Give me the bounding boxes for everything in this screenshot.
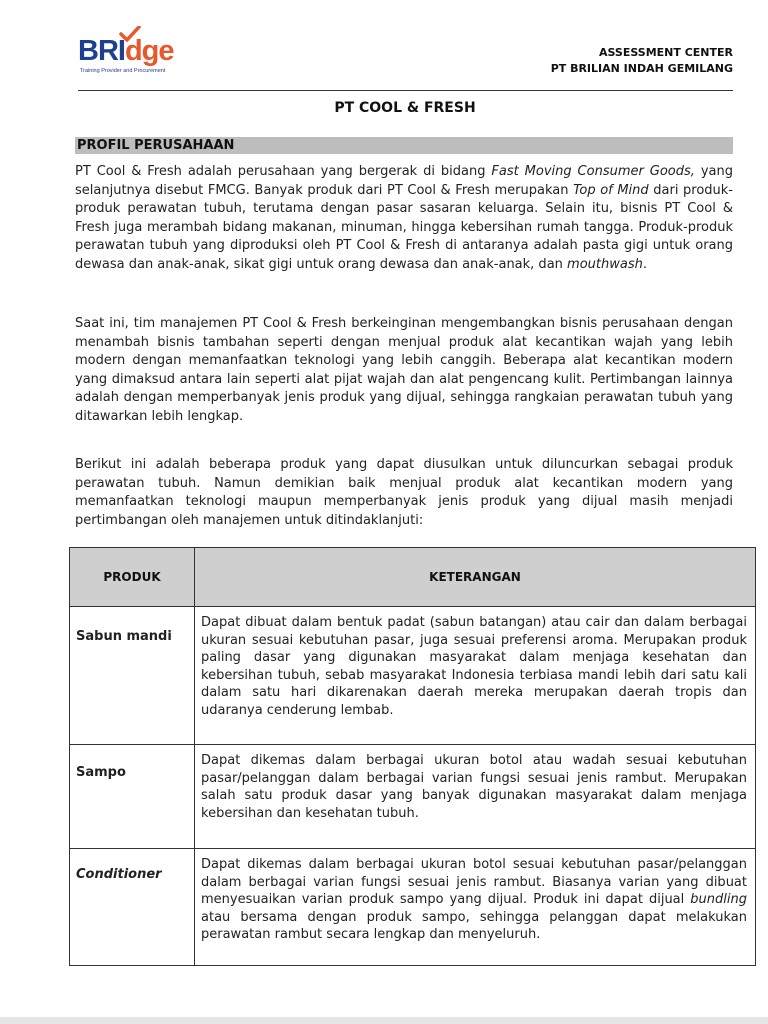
header-line-2: PT BRILIAN INDAH GEMILANG — [550, 62, 733, 75]
section-heading: PROFIL PERUSAHAAN — [75, 137, 733, 154]
product-name: Conditioner — [70, 849, 195, 966]
product-description: Dapat dikemas dalam berbagai ukuran botol sesuai kebutuhan pasar/pelanggan dalam berbagai varian fungsi sesuai jenis rambut. Biasanya varian yang dibuat menyesuaikan varian produk sampo yang dijual. Produk ini dapat dijual bundling atau bersama dengan produk sampo, sehingga pelanggan dapat melakukan perawatan rambut secara lengkap dan menyeluruh. — [195, 849, 756, 966]
header-keterangan: KETERANGAN — [195, 548, 756, 607]
header-line-1: ASSESSMENT CENTER — [598, 46, 733, 59]
page-bottom-edge — [0, 1017, 768, 1024]
header-produk: PRODUK — [70, 548, 195, 607]
products-table — [69, 547, 756, 966]
table-row — [70, 745, 756, 849]
document-title: PT COOL & FRESH — [334, 100, 476, 116]
product-description: Dapat dibuat dalam bentuk padat (sabun batangan) atau cair dan dalam berbagai ukuran sesuai kebutuhan pasar, juga sesuai preferensi aroma. Merupakan produk paling dasar yang digunakan masyarakat dalam menjaga kesehatan dan kebersihan tubuh, sebab masyarakat Indonesia terbiasa mandi lebih dari satu kali dalam satu hari dikarenakan daerah mereka merupakan daerah tropis dan udaranya cenderung lembab. — [195, 607, 756, 745]
paragraph-2: Saat ini, tim manajemen PT Cool & Fresh berkeinginan mengembangkan bisnis perusahaan dengan menambah bisnis tambahan seperti dengan menjual produk alat kecantikan wajah yang lebih modern dengan memanfaatkan teknologi yang lebih canggih. Beberapa alat kecantikan modern yang dimaksud antara lain seperti alat pijat wajah dan alat pengencang kulit. Pertimbangan lainnya adalah dengan memperbanyak jenis produk yang dijual, sehingga rangkaian perawatan tubuh yang ditawarkan lebih lengkap. — [75, 316, 733, 424]
logo-wordmark: BRIdge — [78, 35, 174, 67]
paragraph-1: PT Cool & Fresh adalah perusahaan yang bergerak di bidang Fast Moving Consumer Goods, yang selanjutnya disebut FMCG. Banyak produk dari PT Cool & Fresh merupakan Top of Mind dari produk-produk perawatan tubuh, terutama dengan pasar sasaran keluarga. Selain itu, bisnis PT Cool & Fresh juga merambah bidang makanan, minuman, hingga kebersihan rumah tangga. Produk-produk perawatan tubuh yang diproduksi oleh PT Cool & Fresh di antaranya adalah pasta gigi untuk orang dewasa dan anak-anak, sikat gigi untuk orang dewasa dan anak-anak, dan mouthwash. — [75, 164, 734, 272]
product-name: Sabun mandi — [70, 607, 195, 745]
bridge-logo — [78, 26, 198, 82]
product-description: Dapat dikemas dalam berbagai ukuran botol atau wadah sesuai kebutuhan pasar/pelanggan dalam berbagai varian fungsi sesuai jenis rambut. Merupakan salah satu produk dasar yang banyak digunakan masyarakat dalam menjaga kebersihan dan kesehatan tubuh. — [195, 745, 756, 849]
header-organization — [551, 45, 733, 77]
logo-tagline: Training Provider and Procurement — [80, 68, 166, 74]
table-row — [70, 849, 756, 966]
paragraph-3: Berikut ini adalah beberapa produk yang dapat diusulkan untuk diluncurkan sebagai produk perawatan tubuh. Namun demikian baik menjual produk alat kecantikan modern yang memanfaatkan teknologi maupun memperbanyak jenis produk yang dijual masih menjadi pertimbangan oleh manajemen untuk ditindaklanjuti: — [75, 457, 733, 528]
header-divider — [78, 90, 733, 91]
table-header-row — [70, 548, 756, 607]
product-name: Sampo — [70, 745, 195, 849]
table-row — [70, 607, 756, 745]
